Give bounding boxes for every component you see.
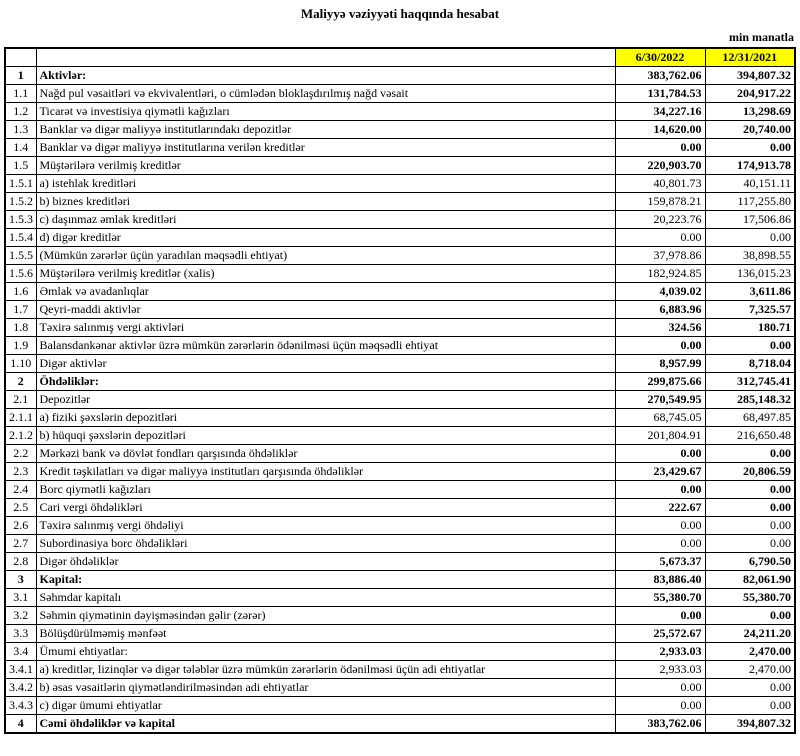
row-label: Təxirə salınmış vergi aktivləri <box>36 319 615 337</box>
table-row <box>5 103 795 121</box>
row-label: b) biznes kreditləri <box>36 193 615 211</box>
row-value-2021: 2,470.00 <box>705 661 795 679</box>
financial-position-table <box>4 47 796 734</box>
row-number: 1.5.2 <box>5 193 36 211</box>
table-row <box>5 301 795 319</box>
row-value-2022: 40,801.73 <box>615 175 705 193</box>
row-value-2021: 6,790.50 <box>705 553 795 571</box>
table-row <box>5 229 795 247</box>
row-label: Banklar və digər maliyyə institutlarındakı depozitlər <box>36 121 615 139</box>
table-row <box>5 319 795 337</box>
row-value-2021: 0.00 <box>705 517 795 535</box>
row-value-2021: 204,917.22 <box>705 85 795 103</box>
header-label-column <box>36 48 615 67</box>
row-number: 1.2 <box>5 103 36 121</box>
row-value-2022: 6,883.96 <box>615 301 705 319</box>
row-number: 2.3 <box>5 463 36 481</box>
row-value-2021: 0.00 <box>705 229 795 247</box>
row-number: 1.5.1 <box>5 175 36 193</box>
row-value-2022: 0.00 <box>615 535 705 553</box>
row-value-2021: 117,255.80 <box>705 193 795 211</box>
row-value-2021: 216,650.48 <box>705 427 795 445</box>
table-row <box>5 67 795 85</box>
row-label: Cəmi öhdəliklər və kapital <box>36 715 615 734</box>
row-label: Mərkəzi bank və dövlət fondları qarşısında öhdəliklər <box>36 445 615 463</box>
row-label: c) daşınmaz əmlak kreditləri <box>36 211 615 229</box>
row-label: a) istehlak kreditləri <box>36 175 615 193</box>
row-value-2022: 4,039.02 <box>615 283 705 301</box>
row-value-2021: 20,806.59 <box>705 463 795 481</box>
row-value-2021: 24,211.20 <box>705 625 795 643</box>
row-number: 1.6 <box>5 283 36 301</box>
row-value-2021: 8,718.04 <box>705 355 795 373</box>
row-value-2021: 55,380.70 <box>705 589 795 607</box>
row-number: 3.2 <box>5 607 36 625</box>
row-value-2022: 383,762.06 <box>615 715 705 734</box>
table-row <box>5 247 795 265</box>
row-value-2021: 0.00 <box>705 679 795 697</box>
row-value-2022: 0.00 <box>615 481 705 499</box>
row-value-2022: 34,227.16 <box>615 103 705 121</box>
row-label: Borc qiymətli kağızları <box>36 481 615 499</box>
row-value-2021: 0.00 <box>705 139 795 157</box>
row-value-2022: 0.00 <box>615 337 705 355</box>
row-number: 3.4 <box>5 643 36 661</box>
table-row <box>5 373 795 391</box>
row-number: 1.8 <box>5 319 36 337</box>
row-label: Öhdəliklər: <box>36 373 615 391</box>
row-value-2022: 0.00 <box>615 517 705 535</box>
row-number: 1.5.4 <box>5 229 36 247</box>
row-number: 1.10 <box>5 355 36 373</box>
row-value-2022: 83,886.40 <box>615 571 705 589</box>
header-period-2022: 6/30/2022 <box>615 48 705 67</box>
row-number: 1.1 <box>5 85 36 103</box>
table-row <box>5 139 795 157</box>
row-label: Cari vergi öhdəlikləri <box>36 499 615 517</box>
row-value-2022: 201,804.91 <box>615 427 705 445</box>
row-number: 1.5.3 <box>5 211 36 229</box>
row-value-2022: 220,903.70 <box>615 157 705 175</box>
row-value-2021: 394,807.32 <box>705 715 795 734</box>
row-value-2022: 0.00 <box>615 445 705 463</box>
row-value-2022: 131,784.53 <box>615 85 705 103</box>
row-value-2021: 136,015.23 <box>705 265 795 283</box>
row-label: Ticarət və investisiya qiymətli kağızları <box>36 103 615 121</box>
row-label: Kapital: <box>36 571 615 589</box>
table-row <box>5 391 795 409</box>
row-label: Təxirə salınmış vergi öhdəliyi <box>36 517 615 535</box>
row-value-2022: 8,957.99 <box>615 355 705 373</box>
row-value-2022: 20,223.76 <box>615 211 705 229</box>
row-value-2021: 2,470.00 <box>705 643 795 661</box>
row-label: a) kreditlər, lizinqlər və digər tələblər üzrə mümkün zərərlərin ödənilməsi üçün adi ehtiyatlar <box>36 661 615 679</box>
header-number-column <box>5 48 36 67</box>
row-value-2021: 7,325.57 <box>705 301 795 319</box>
row-number: 3.4.2 <box>5 679 36 697</box>
header-period-2021: 12/31/2021 <box>705 48 795 67</box>
row-number: 1.3 <box>5 121 36 139</box>
row-value-2022: 182,924.85 <box>615 265 705 283</box>
table-row <box>5 283 795 301</box>
row-label: Banklar və digər maliyyə institutlarına verilən kreditlər <box>36 139 615 157</box>
table-row <box>5 463 795 481</box>
row-value-2021: 0.00 <box>705 499 795 517</box>
table-row <box>5 715 795 734</box>
row-value-2022: 0.00 <box>615 679 705 697</box>
table-row <box>5 553 795 571</box>
table-row <box>5 535 795 553</box>
table-row <box>5 517 795 535</box>
table-row <box>5 175 795 193</box>
row-number: 1.9 <box>5 337 36 355</box>
table-header-row <box>5 48 795 67</box>
unit-note: min manatla <box>728 30 794 44</box>
table-row <box>5 121 795 139</box>
row-number: 1.5 <box>5 157 36 175</box>
row-number: 2.2 <box>5 445 36 463</box>
row-label: Səhmin qiymətinin dəyişməsindən gəlir (zərər) <box>36 607 615 625</box>
table-row <box>5 427 795 445</box>
table-row <box>5 643 795 661</box>
report-table-body <box>5 67 795 734</box>
table-row <box>5 157 795 175</box>
row-value-2022: 270,549.95 <box>615 391 705 409</box>
row-label: Aktivlər: <box>36 67 615 85</box>
row-value-2022: 14,620.00 <box>615 121 705 139</box>
row-label: Digər aktivlər <box>36 355 615 373</box>
row-label: Müştərilərə verilmiş kreditlər (xalis) <box>36 265 615 283</box>
table-row <box>5 589 795 607</box>
row-value-2022: 0.00 <box>615 229 705 247</box>
row-value-2021: 38,898.55 <box>705 247 795 265</box>
row-label: Bölüşdürülməmiş mənfəət <box>36 625 615 643</box>
row-label: b) əsas vəsaitlərin qiymətləndirilməsindən adi ehtiyatlar <box>36 679 615 697</box>
row-number: 3.4.3 <box>5 697 36 715</box>
row-number: 2.8 <box>5 553 36 571</box>
table-row <box>5 679 795 697</box>
table-row <box>5 265 795 283</box>
table-row <box>5 499 795 517</box>
row-value-2022: 222.67 <box>615 499 705 517</box>
row-value-2021: 17,506.86 <box>705 211 795 229</box>
table-row <box>5 85 795 103</box>
row-label: Səhmdar kapitalı <box>36 589 615 607</box>
row-value-2021: 3,611.86 <box>705 283 795 301</box>
row-label: Subordinasiya borc öhdəlikləri <box>36 535 615 553</box>
row-label: Depozitlər <box>36 391 615 409</box>
row-value-2022: 37,978.86 <box>615 247 705 265</box>
row-value-2021: 0.00 <box>705 337 795 355</box>
row-label: Digər öhdəliklər <box>36 553 615 571</box>
row-value-2021: 180.71 <box>705 319 795 337</box>
table-row <box>5 409 795 427</box>
table-row <box>5 481 795 499</box>
row-value-2022: 2,933.03 <box>615 643 705 661</box>
row-value-2021: 312,745.41 <box>705 373 795 391</box>
table-row <box>5 607 795 625</box>
row-value-2021: 82,061.90 <box>705 571 795 589</box>
row-label: Əmlak və avadanlıqlar <box>36 283 615 301</box>
row-value-2022: 23,429.67 <box>615 463 705 481</box>
row-value-2022: 5,673.37 <box>615 553 705 571</box>
table-row <box>5 337 795 355</box>
row-number: 2.1.2 <box>5 427 36 445</box>
row-value-2022: 324.56 <box>615 319 705 337</box>
row-label: Balansdankənar aktivlər üzrə mümkün zərərlərin ödənilməsi üçün məqsədli ehtiyat <box>36 337 615 355</box>
row-label: Kredit təşkilatları və digər maliyyə institutları qarşısında öhdəliklər <box>36 463 615 481</box>
row-value-2022: 383,762.06 <box>615 67 705 85</box>
row-label: Nağd pul vəsaitləri və ekvivalentləri, o cümlədən bloklaşdırılmış nağd vəsait <box>36 85 615 103</box>
table-row <box>5 355 795 373</box>
row-number: 2.1.1 <box>5 409 36 427</box>
table-row <box>5 661 795 679</box>
row-number: 3.3 <box>5 625 36 643</box>
row-value-2022: 55,380.70 <box>615 589 705 607</box>
row-number: 2.5 <box>5 499 36 517</box>
table-row <box>5 445 795 463</box>
row-label: Müştərilərə verilmiş kreditlər <box>36 157 615 175</box>
row-value-2022: 159,878.21 <box>615 193 705 211</box>
row-value-2022: 25,572.67 <box>615 625 705 643</box>
table-row <box>5 625 795 643</box>
row-value-2021: 0.00 <box>705 445 795 463</box>
row-number: 3 <box>5 571 36 589</box>
page-title: Maliyyə vəziyyəti haqqında hesabat <box>300 6 500 21</box>
row-value-2021: 13,298.69 <box>705 103 795 121</box>
row-number: 2.6 <box>5 517 36 535</box>
row-label: b) hüquqi şəxslərin depozitləri <box>36 427 615 445</box>
row-label: c) digər ümumi ehtiyatlar <box>36 697 615 715</box>
row-number: 2.7 <box>5 535 36 553</box>
row-number: 3.4.1 <box>5 661 36 679</box>
row-label: Qeyri-maddi aktivlər <box>36 301 615 319</box>
row-value-2021: 40,151.11 <box>705 175 795 193</box>
row-number: 1.5.5 <box>5 247 36 265</box>
table-row <box>5 697 795 715</box>
row-number: 4 <box>5 715 36 734</box>
row-label: (Mümkün zərərlər üçün yaradılan məqsədli ehtiyat) <box>36 247 615 265</box>
table-row <box>5 571 795 589</box>
row-label: a) fiziki şəxslərin depozitləri <box>36 409 615 427</box>
row-label: d) digər kreditlər <box>36 229 615 247</box>
row-number: 3.1 <box>5 589 36 607</box>
row-value-2022: 0.00 <box>615 139 705 157</box>
table-row <box>5 211 795 229</box>
row-value-2022: 2,933.03 <box>615 661 705 679</box>
row-value-2021: 174,913.78 <box>705 157 795 175</box>
row-value-2022: 68,745.05 <box>615 409 705 427</box>
row-value-2021: 20,740.00 <box>705 121 795 139</box>
row-number: 1.7 <box>5 301 36 319</box>
row-value-2021: 68,497.85 <box>705 409 795 427</box>
row-number: 1 <box>5 67 36 85</box>
row-label: Ümumi ehtiyatlar: <box>36 643 615 661</box>
row-value-2022: 299,875.66 <box>615 373 705 391</box>
row-number: 1.5.6 <box>5 265 36 283</box>
table-row <box>5 193 795 211</box>
row-value-2021: 0.00 <box>705 607 795 625</box>
row-number: 2 <box>5 373 36 391</box>
row-value-2021: 0.00 <box>705 481 795 499</box>
row-number: 1.4 <box>5 139 36 157</box>
row-value-2021: 285,148.32 <box>705 391 795 409</box>
row-value-2022: 0.00 <box>615 607 705 625</box>
row-number: 2.4 <box>5 481 36 499</box>
row-value-2021: 0.00 <box>705 535 795 553</box>
row-value-2022: 0.00 <box>615 697 705 715</box>
row-number: 2.1 <box>5 391 36 409</box>
row-value-2021: 0.00 <box>705 697 795 715</box>
row-value-2021: 394,807.32 <box>705 67 795 85</box>
